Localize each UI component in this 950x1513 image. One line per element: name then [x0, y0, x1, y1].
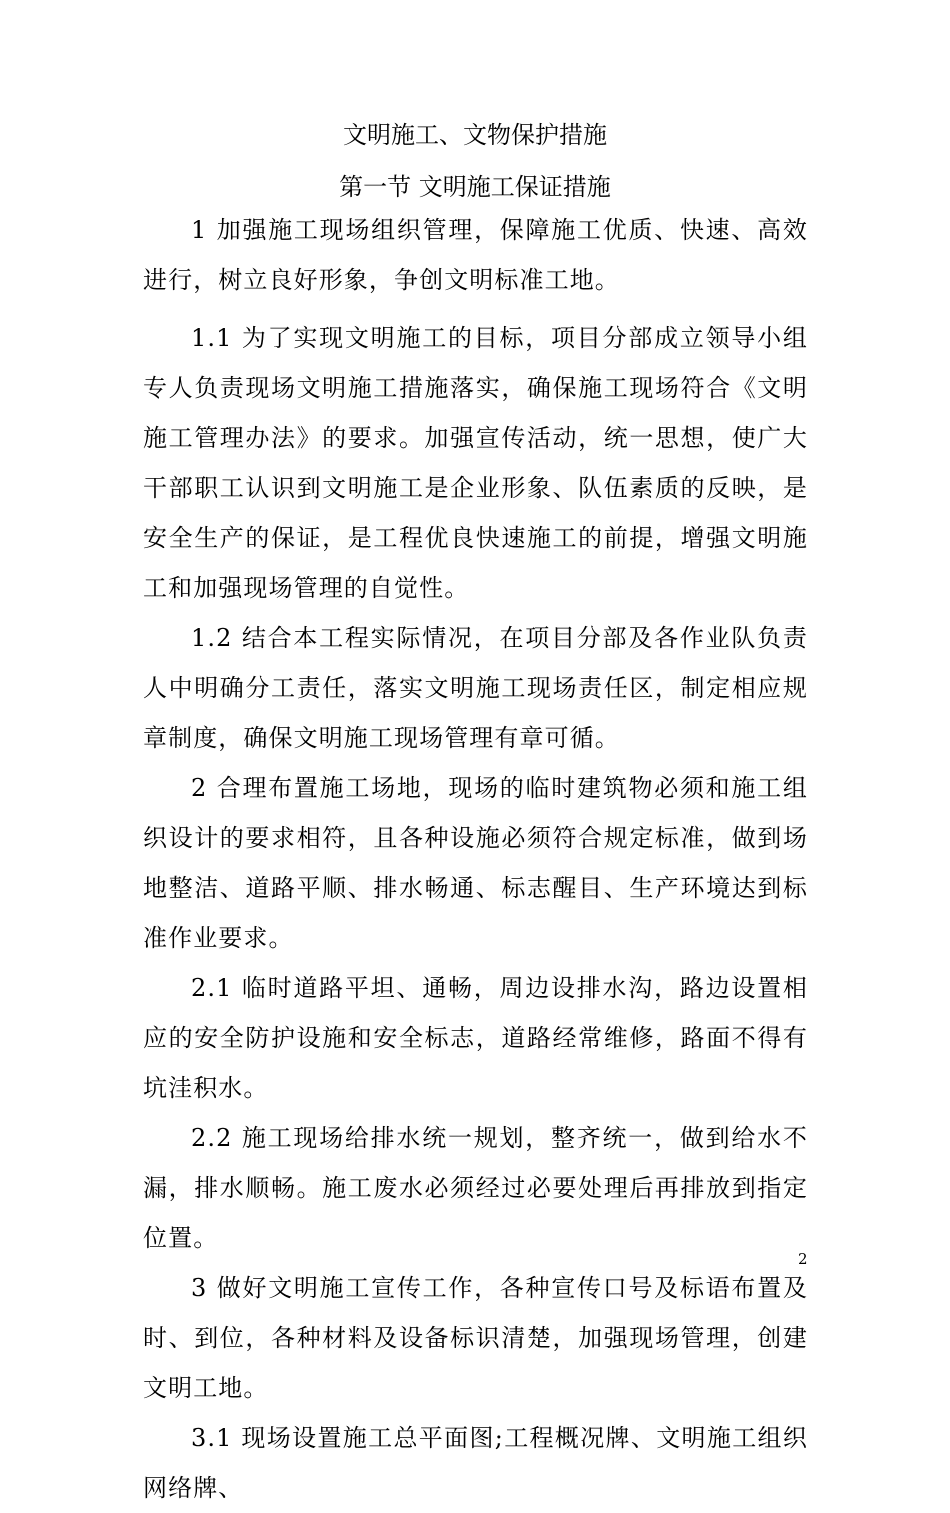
document-title: 文明施工、文物保护措施: [343, 121, 607, 149]
section-heading: 第一节 文明施工保证措施: [339, 173, 611, 201]
paragraph: 3 做好文明施工宣传工作，各种宣传口号及标语布置及时、到位，各种材料及设备标识清楚，加强现场管理，创建文明工地。: [143, 1274, 808, 1402]
page-number: 2: [798, 1250, 808, 1268]
paragraph: 2.1 临时道路平坦、通畅，周边设排水沟，路边设置相应的安全防护设施和安全标志，道路经常维修，路面不得有坑洼积水。: [143, 974, 808, 1102]
document-body: [143, 205, 808, 1513]
paragraph: 1 加强施工现场组织管理，保障施工优质、快速、高效进行，树立良好形象，争创文明标准工地。: [143, 216, 808, 294]
paragraph: 1.1 为了实现文明施工的目标，项目分部成立领导小组专人负责现场文明施工措施落实，确保施工现场符合《文明施工管理办法》的要求。加强宣传活动，统一思想，使广大干部职工认识到文明施工是企业形象、队伍素质的反映，是安全生产的保证，是工程优良快速施工的前提，增强文明施工和加强现场管理的自觉性。: [143, 324, 808, 602]
paragraph: 2.2 施工现场给排水统一规划，整齐统一，做到给水不漏，排水顺畅。施工废水必须经过必要处理后再排放到指定位置。: [143, 1124, 808, 1252]
paragraph: 1.2 结合本工程实际情况，在项目分部及各作业队负责人中明确分工责任，落实文明施工现场责任区，制定相应规章制度，确保文明施工现场管理有章可循。: [143, 624, 808, 752]
paragraph: 3.1 现场设置施工总平面图;工程概况牌、文明施工组织网络牌、: [143, 1424, 808, 1502]
paragraph: 2 合理布置施工场地，现场的临时建筑物必须和施工组织设计的要求相符，且各种设施必须符合规定标准，做到场地整洁、道路平顺、排水畅通、标志醒目、生产环境达到标准作业要求。: [143, 774, 808, 952]
